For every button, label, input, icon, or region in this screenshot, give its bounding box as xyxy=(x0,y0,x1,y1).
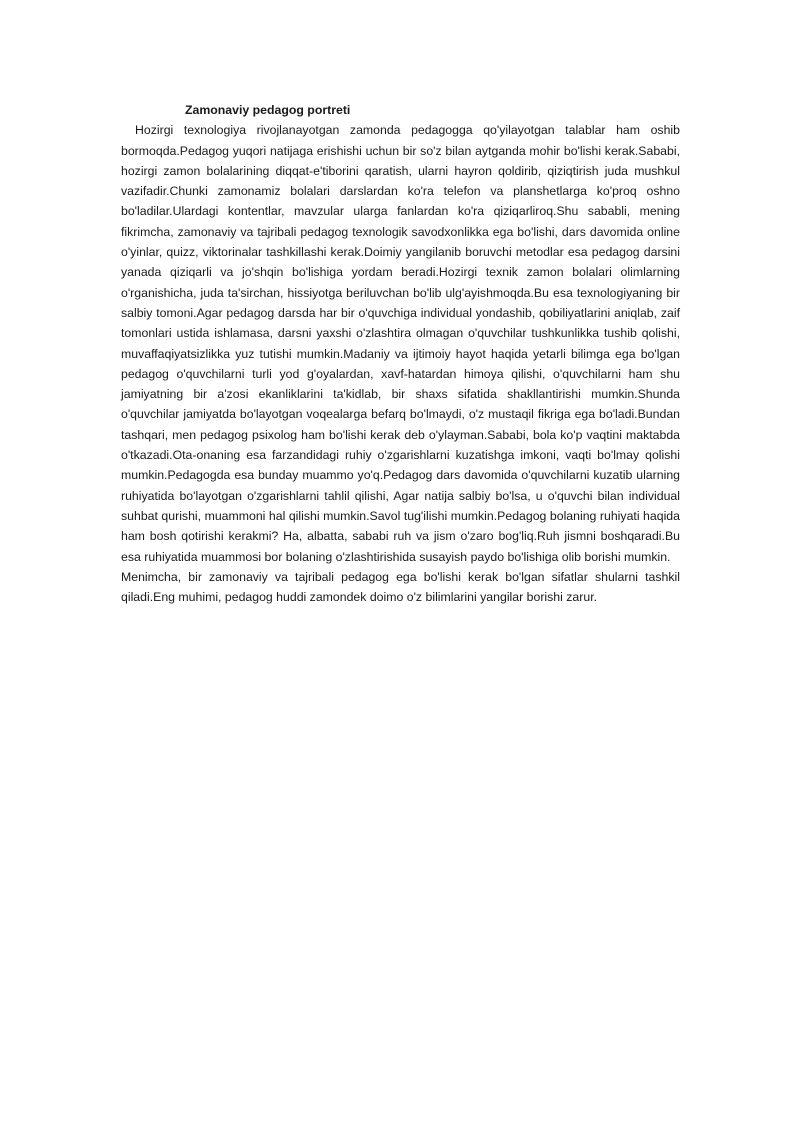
document-body xyxy=(121,100,680,607)
body-paragraph-1: Hozirgi texnologiya rivojlanayotgan zamonda pedagogga qo'yilayotgan talablar ham oshib bormoqda.Pedagog yuqori natijaga erishishi uchun bir so'z bilan aytganda mohir bo'lishi kerak.Sababi, hozirgi zamon bolalarining diqqat-e'tiborini qaratish, ularni hayron qoldirib, qiziqtirish juda mushkul vazifadir.Chunki zamonamiz bolalari darslardan ko'ra telefon va planshetlarga ko'proq oshno bo'ladilar.Ulardagi kontentlar, mavzular ularga fanlardan ko'ra qiziqarliroq.Shu sababli, mening fikrimcha, zamonaviy va tajribali pedagog texnologik savodxonlikka ega bo'lishi, dars davomida online o'yinlar, quizz, viktorinalar tashkillashi kerak.Doimiy yangilanib boruvchi metodlar esa pedagog darsini yanada qiziqarli va jo'shqin bo'lishiga yordam beradi.Hozirgi texnik zamon bolalari olimlarning o'rganishicha, juda ta'sirchan, hissiyotga beriluvchan bo'lib ulg'ayishmoqda.Bu esa texnologiyaning bir salbiy tomoni.Agar pedagog darsda har bir o'quvchiga individual yondashib, qobiliyatlarini aniqlab, zaif tomonlari ustida ishlamasa, darsni yaxshi o'zlashtira olmagan o'quvchilar tushkunlikka tushib qolishi, muvaffaqiyatsizlikka yuz tutishi mumkin.Madaniy va ijtimoiy hayot haqida yetarli bilimga ega bo'lgan pedagog o'quvchilarni turli yod g'oyalardan, xavf-hatardan himoya qilishi, o'quvchilarni ham shu jamiyatning bir a'zosi ekanliklarini ta'kidlab, bir shaxs sifatida shakllantirishi mumkin.Shunda o'quvchilar jamiyatda bo'layotgan voqealarga befarq bo'lmaydi, o'z mustaqil fikriga ega bo'ladi.Bundan tashqari, men pedagog psixolog ham bo'lishi kerak deb o'ylayman.Sababi, bola ko'p vaqtini maktabda o'tkazadi.Ota-onaning esa farzandidagi ruhiy o'zgarishlarni kuzatishga imkoni, vaqti bo'lmay qolishi mumkin.Pedagogda esa bunday muammo yo'q.Pedagog dars davomida o'quvchilarni kuzatib ularning ruhiyatida bo'layotgan o'zgarishlarni tahlil qilishi, Agar natija salbiy bo'lsa, u o'quvchi bilan individual suhbat qurishi, muammoni hal qilishi mumkin.Savol tug'ilishi mumkin.Pedagog bolaning ruhiyati haqida ham bosh qotirishi kerakmi? Ha, albatta, sababi ruh va jism o'zaro bog'liq.Ruh jismni boshqaradi.Bu esa ruhiyatida muammosi bor bolaning o'zlashtirishida susayish paydo bo'lishiga olib borishi mumkin. xyxy=(121,123,680,564)
body-paragraph-2: Menimcha, bir zamonaviy va tajribali pedagog ega bo'lishi kerak bo'lgan sifatlar shularni tashkil qiladi.Eng muhimi, pedagog huddi zamondek doimo o'z bilimlarini yangilar borishi zarur. xyxy=(121,569,680,605)
document-title: Zamonaviy pedagog portreti xyxy=(185,103,351,117)
